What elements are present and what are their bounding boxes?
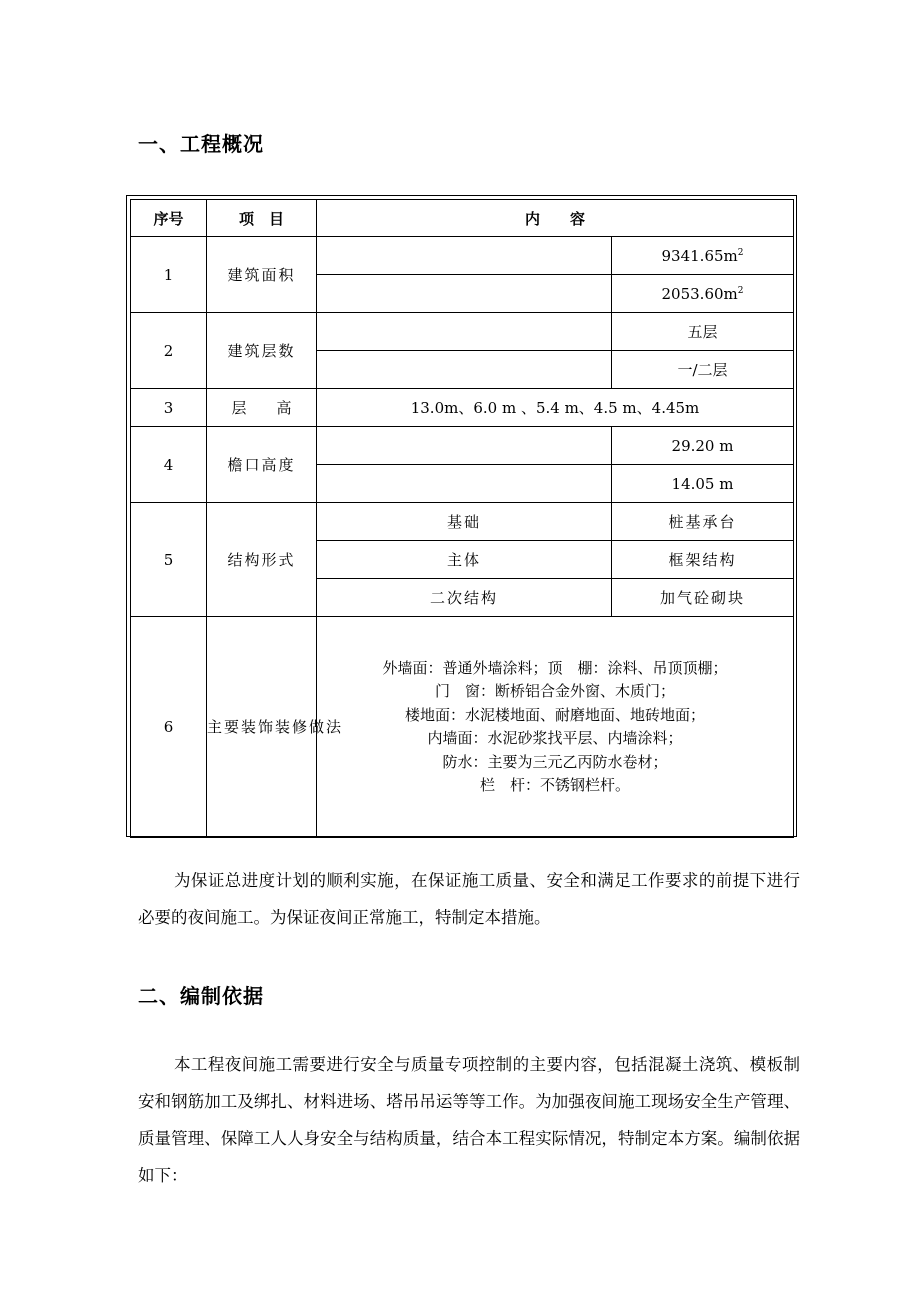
- overview-table: [130, 199, 794, 838]
- structure-key: 二次结构: [317, 579, 612, 617]
- overview-table-frame: [126, 195, 797, 837]
- row-item: 檐口高度: [207, 427, 317, 503]
- empty-cell: [317, 427, 612, 465]
- structure-value: 框架结构: [612, 541, 794, 579]
- row-no: 1: [131, 237, 207, 313]
- decoration-details: [317, 617, 794, 838]
- decoration-line: 栏 杆：不锈钢栏杆。: [480, 776, 631, 794]
- empty-cell: [317, 313, 612, 351]
- structure-key: 基础: [317, 503, 612, 541]
- value-cell: 29.20 m: [612, 427, 794, 465]
- value-cell: 14.05 m: [612, 465, 794, 503]
- intro-paragraph: 为保证总进度计划的顺利实施，在保证施工质量、安全和满足工作要求的前提下进行必要的夜间施工。为保证夜间正常施工，特制定本措施。: [138, 871, 800, 927]
- decoration-line: 楼地面：水泥楼地面、耐磨地面、地砖地面；: [405, 705, 706, 724]
- header-content: 内 容: [317, 200, 794, 237]
- section-title-overview: 一、工程概况: [138, 132, 264, 156]
- table-row: [131, 313, 794, 351]
- table-row: [131, 427, 794, 465]
- empty-cell: [317, 465, 612, 503]
- value-cell: 一/二层: [612, 351, 794, 389]
- table-row: [131, 503, 794, 541]
- structure-value: 加气砼砌块: [612, 579, 794, 617]
- table-header-row: [131, 200, 794, 237]
- table-row: [131, 237, 794, 275]
- empty-cell: [317, 351, 612, 389]
- row-no: 5: [131, 503, 207, 617]
- header-no: 序号: [131, 200, 207, 237]
- row-no: 3: [131, 389, 207, 427]
- value-cell: 13.0m、6.0 m 、5.4 m、4.5 m、4.45m: [317, 389, 794, 427]
- decoration-line: 门 窗：断桥铝合金外窗、木质门；: [435, 682, 676, 700]
- row-item: 主要装饰装修做法: [207, 617, 317, 838]
- row-item: 建筑层数: [207, 313, 317, 389]
- decoration-line: 外墙面：普通外墙涂料；顶 棚：涂料、吊顶顶棚；: [382, 658, 728, 677]
- row-no: 6: [131, 617, 207, 838]
- basis-paragraph: 本工程夜间施工需要进行安全与质量专项控制的主要内容，包括混凝土浇筑、模板制安和钢筋加工及绑扎、材料进场、塔吊吊运等等工作。为加强夜间施工现场安全生产管理、质量管理、保障工人人身安全与结构质量，结合本工程实际情况，特制定本方案。编制依据如下：: [138, 1055, 800, 1185]
- row-no: 2: [131, 313, 207, 389]
- empty-cell: [317, 237, 612, 275]
- section-title-basis: 二、编制依据: [138, 984, 264, 1008]
- value-cell: 五层: [612, 313, 794, 351]
- value-cell: $2053.60m^2$: [612, 275, 794, 313]
- row-no: 4: [131, 427, 207, 503]
- value-cell: $9341.65m^2$: [612, 237, 794, 275]
- row-item: 建筑面积: [207, 237, 317, 313]
- table-row: [131, 617, 794, 838]
- header-item: 项 目: [207, 200, 317, 237]
- empty-cell: [317, 275, 612, 313]
- row-item: 结构形式: [207, 503, 317, 617]
- decoration-line: 内墙面：水泥砂浆找平层、内墙涂料；: [427, 729, 683, 747]
- structure-value: 桩基承台: [612, 503, 794, 541]
- table-row: [131, 389, 794, 427]
- row-item: 层 高: [207, 389, 317, 427]
- decoration-line: 防水：主要为三元乙丙防水卷材；: [442, 752, 668, 771]
- structure-key: 主体: [317, 541, 612, 579]
